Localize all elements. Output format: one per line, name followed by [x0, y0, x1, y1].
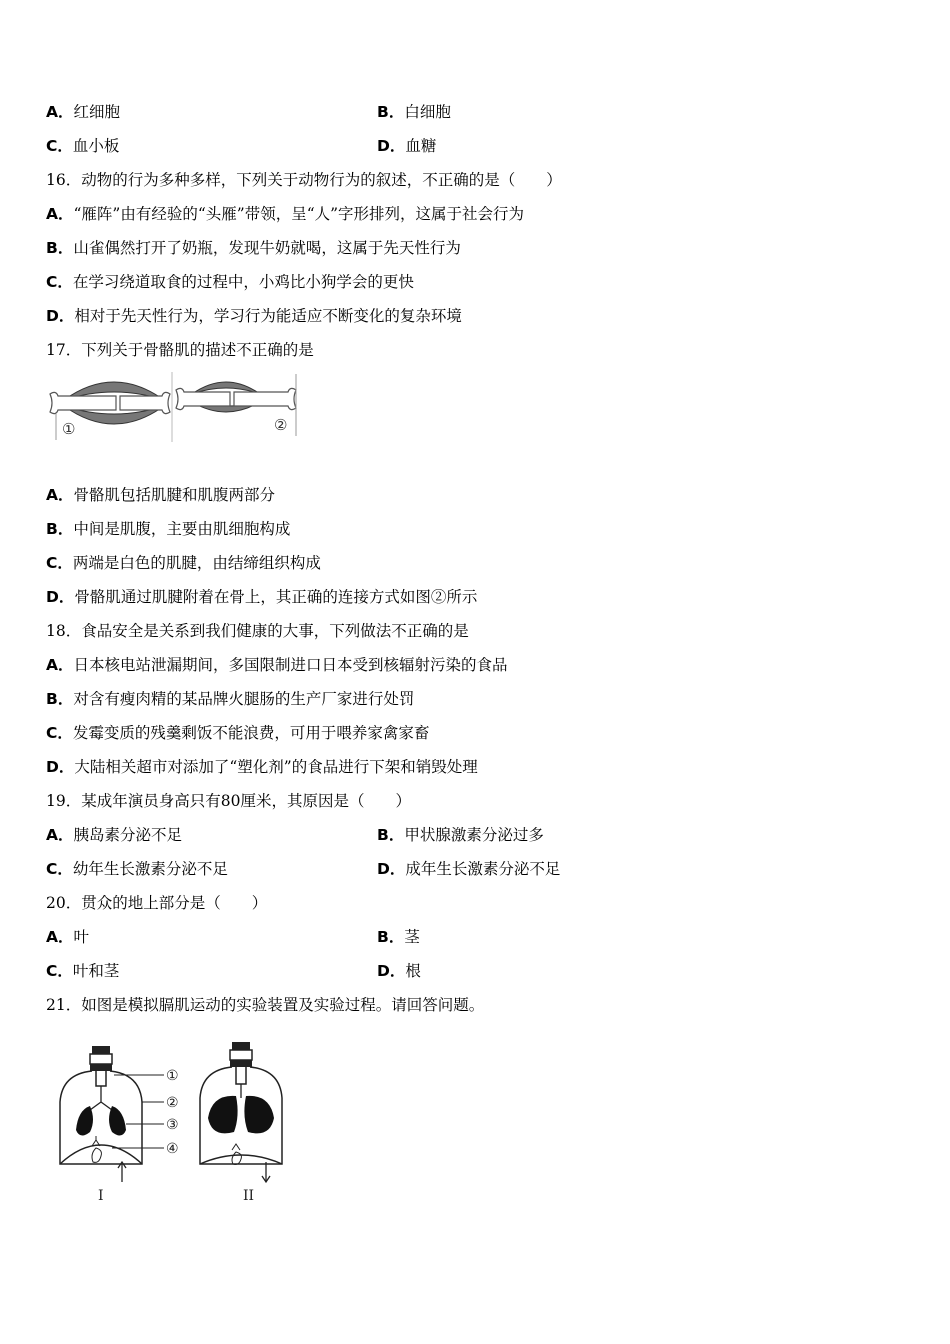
option-key: C．	[46, 962, 73, 980]
option-key: A．	[46, 486, 74, 504]
q17-stem: 17．下列关于骨骼肌的描述不正确的是	[46, 341, 314, 359]
option-text: 相对于先天性行为，学习行为能适应不断变化的复杂环境	[74, 307, 462, 325]
option-text: 叶和茎	[72, 962, 120, 980]
option-text: 叶	[73, 928, 90, 946]
option-key: C．	[46, 860, 73, 878]
option-key: B．	[377, 826, 405, 844]
q20-option-c[interactable]	[46, 961, 119, 981]
option-key: D．	[377, 962, 406, 980]
option-key: B．	[377, 103, 405, 121]
option-key: D．	[377, 860, 406, 878]
option-key: D．	[46, 307, 75, 325]
figure-label-4: ④	[166, 1141, 179, 1157]
figure-label-3: ③	[166, 1117, 179, 1133]
q19-option-c[interactable]	[46, 859, 228, 879]
apparatus-2	[200, 1042, 282, 1182]
q17-option-a[interactable]	[46, 485, 275, 505]
option-key: B．	[46, 520, 74, 538]
q16-option-d[interactable]	[46, 306, 462, 326]
option-key: D．	[46, 588, 75, 606]
option-text: 骨骼肌通过肌腱附着在骨上，其正确的连接方式如图②所示	[74, 588, 478, 606]
q15-option-a[interactable]	[46, 102, 120, 122]
q20-stem: 20．贯众的地上部分是（ ）	[46, 894, 268, 912]
option-text: 在学习绕道取食的过程中，小鸡比小狗学会的更快	[72, 273, 414, 291]
option-key: A．	[46, 205, 74, 223]
option-text: 两端是白色的肌腱，由结缔组织构成	[72, 554, 321, 572]
q16-option-a[interactable]	[46, 204, 524, 224]
option-text: 甲状腺激素分泌过多	[404, 826, 544, 844]
option-text: 根	[405, 962, 421, 980]
option-key: A．	[46, 103, 74, 121]
q19-option-b[interactable]	[377, 825, 544, 845]
q18-option-c[interactable]	[46, 723, 429, 743]
option-text: 幼年生长激素分泌不足	[72, 860, 228, 878]
figure-label-2: ②	[166, 1095, 179, 1111]
option-key: A．	[46, 928, 74, 946]
option-key: B．	[377, 928, 405, 946]
q16-option-b[interactable]	[46, 238, 461, 258]
option-text: 茎	[404, 928, 420, 946]
q20-option-a[interactable]	[46, 927, 89, 947]
option-text: 红细胞	[73, 103, 121, 121]
q16-option-c[interactable]	[46, 272, 414, 292]
option-text: 白细胞	[404, 103, 451, 121]
option-key: D．	[46, 758, 75, 776]
option-key: C．	[46, 554, 73, 572]
q19-stem: 19．某成年演员身高只有80厘米，其原因是（ ）	[46, 792, 411, 810]
q17-option-c[interactable]	[46, 553, 321, 573]
q16-stem: 16．动物的行为多种多样，下列关于动物行为的叙述，不正确的是（ ）	[46, 171, 562, 189]
q18-stem: 18．食品安全是关系到我们健康的大事，下列做法不正确的是	[46, 622, 469, 640]
q19-option-d[interactable]	[377, 859, 560, 879]
q21-diaphragm-figure	[52, 1040, 312, 1210]
q18-option-b[interactable]	[46, 689, 414, 709]
option-key: C．	[46, 137, 73, 155]
q21-stem: 21．如图是模拟膈肌运动的实验装置及实验过程。请回答问题。	[46, 996, 485, 1014]
option-text: 胰岛素分泌不足	[73, 826, 183, 844]
q15-option-d[interactable]	[377, 136, 436, 156]
figure-label-1: ①	[166, 1068, 179, 1084]
option-text: 血小板	[72, 137, 120, 155]
q17-muscle-figure	[46, 366, 300, 446]
q19-option-a[interactable]	[46, 825, 182, 845]
figure-caption-2: II	[243, 1188, 255, 1204]
q20-option-d[interactable]	[377, 961, 421, 981]
option-text: 山雀偶然打开了奶瓶，发现牛奶就喝，这属于先天性行为	[73, 239, 461, 257]
q18-option-d[interactable]	[46, 757, 478, 777]
option-text: 中间是肌腹，主要由肌细胞构成	[73, 520, 291, 538]
option-key: C．	[46, 273, 73, 291]
q15-option-c[interactable]	[46, 136, 119, 156]
q17-option-b[interactable]	[46, 519, 290, 539]
option-key: B．	[46, 690, 74, 708]
figure-label-2: ②	[274, 416, 288, 434]
option-text: 日本核电站泄漏期间，多国限制进口日本受到核辐射污染的食品	[73, 656, 508, 674]
option-text: 对含有瘦肉精的某品牌火腿肠的生产厂家进行处罚	[73, 690, 415, 708]
q20-option-b[interactable]	[377, 927, 420, 947]
option-key: A．	[46, 826, 74, 844]
option-text: 大陆相关超市对添加了“塑化剂”的食品进行下架和销毁处理	[74, 758, 478, 776]
option-key: A．	[46, 656, 74, 674]
option-text: 血糖	[405, 137, 437, 155]
option-text: “雁阵”由有经验的“头雁”带领，呈“人”字形排列，这属于社会行为	[73, 205, 525, 223]
option-key: D．	[377, 137, 406, 155]
option-key: C．	[46, 724, 73, 742]
option-text: 发霉变质的残羹剩饭不能浪费，可用于喂养家禽家畜	[72, 724, 430, 742]
q17-option-d[interactable]	[46, 587, 477, 607]
figure-caption-1: I	[98, 1188, 104, 1204]
q15-option-b[interactable]	[377, 102, 451, 122]
figure-label-1: ①	[62, 420, 76, 438]
q18-option-a[interactable]	[46, 655, 508, 675]
option-text: 骨骼肌包括肌腱和肌腹两部分	[73, 486, 276, 504]
option-key: B．	[46, 239, 74, 257]
apparatus-1	[60, 1046, 164, 1182]
option-text: 成年生长激素分泌不足	[405, 860, 561, 878]
